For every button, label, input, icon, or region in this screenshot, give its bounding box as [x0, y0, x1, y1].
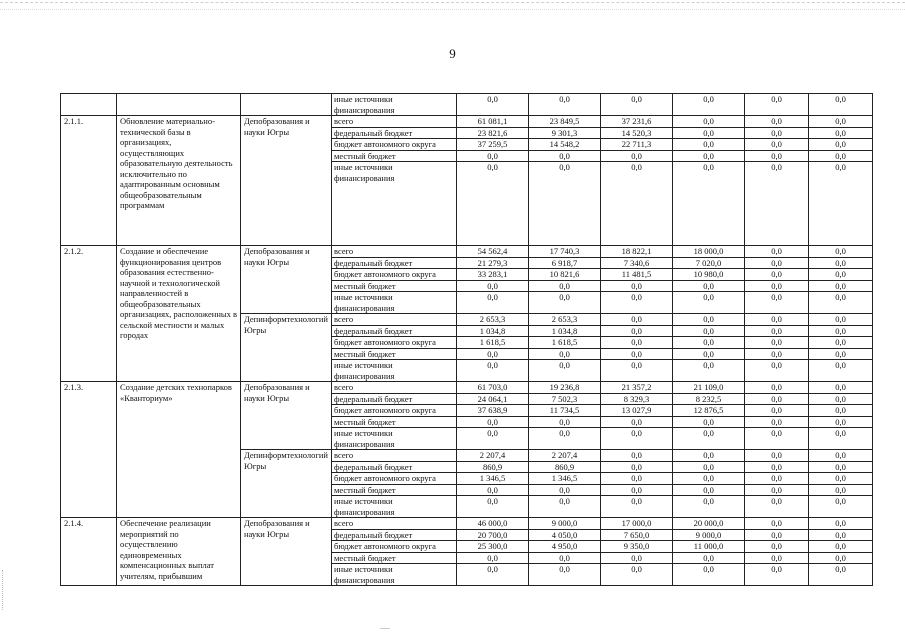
- value-cell: 0,0: [601, 292, 673, 314]
- funding-source-cell: бюджет автономного округа: [332, 405, 457, 417]
- value-cell: 0,0: [745, 139, 809, 151]
- value-cell: 12 876,5: [673, 405, 745, 417]
- value-cell: 11 481,5: [601, 269, 673, 281]
- value-cell: 10 980,0: [673, 269, 745, 281]
- value-cell: 21 109,0: [673, 382, 745, 394]
- funding-source-cell: бюджет автономного округа: [332, 269, 457, 281]
- value-cell: 0,0: [745, 360, 809, 382]
- executor-cell: Депобразования и науки Югры: [241, 246, 332, 314]
- table-row: [61, 116, 873, 128]
- table-row: [61, 518, 873, 530]
- funding-source-cell: иные источники финансирования: [332, 94, 457, 116]
- value-cell: 7 650,0: [601, 529, 673, 541]
- value-cell: 0,0: [809, 139, 873, 151]
- value-cell: 17 740,3: [529, 246, 601, 258]
- value-cell: 0,0: [457, 416, 529, 428]
- value-cell: 0,0: [745, 314, 809, 326]
- funding-source-cell: всего: [332, 518, 457, 530]
- funding-source-cell: федеральный бюджет: [332, 127, 457, 139]
- measure-code-cell: 2.1.1.: [61, 116, 117, 246]
- value-cell: 46 000,0: [457, 518, 529, 530]
- executor-cell: Депинформтехнологий Югры: [241, 314, 332, 382]
- value-cell: 0,0: [673, 496, 745, 518]
- value-cell: 0,0: [601, 450, 673, 462]
- value-cell: 0,0: [809, 529, 873, 541]
- table-row: [61, 246, 873, 258]
- value-cell: 21 279,3: [457, 257, 529, 269]
- value-cell: 0,0: [529, 416, 601, 428]
- executor-cell: [241, 94, 332, 116]
- table-row: [61, 382, 873, 394]
- value-cell: 0,0: [809, 484, 873, 496]
- funding-source-cell: всего: [332, 450, 457, 462]
- value-cell: 19 236,8: [529, 382, 601, 394]
- value-cell: 0,0: [457, 484, 529, 496]
- measure-name-cell: Обеспечение реализации мероприятий по осуществлению единовременных компенсационных выплат учителям, прибывшим: [117, 518, 241, 586]
- funding-source-cell: бюджет автономного округа: [332, 139, 457, 151]
- value-cell: 2 653,3: [529, 314, 601, 326]
- value-cell: 0,0: [673, 280, 745, 292]
- value-cell: 0,0: [809, 541, 873, 553]
- value-cell: 11 734,5: [529, 405, 601, 417]
- value-cell: 9 350,0: [601, 541, 673, 553]
- value-cell: 0,0: [529, 292, 601, 314]
- value-cell: 0,0: [673, 564, 745, 586]
- value-cell: 0,0: [673, 127, 745, 139]
- value-cell: 37 231,6: [601, 116, 673, 128]
- value-cell: 0,0: [745, 337, 809, 349]
- value-cell: 0,0: [529, 280, 601, 292]
- value-cell: 0,0: [809, 416, 873, 428]
- value-cell: 0,0: [529, 150, 601, 162]
- value-cell: 61 081,1: [457, 116, 529, 128]
- value-cell: 0,0: [673, 428, 745, 450]
- value-cell: 23 821,6: [457, 127, 529, 139]
- value-cell: 0,0: [529, 348, 601, 360]
- value-cell: 2 207,4: [529, 450, 601, 462]
- value-cell: 0,0: [809, 450, 873, 462]
- value-cell: 33 283,1: [457, 269, 529, 281]
- value-cell: 0,0: [673, 552, 745, 564]
- measure-code-cell: 2.1.4.: [61, 518, 117, 586]
- value-cell: 0,0: [809, 269, 873, 281]
- value-cell: 0,0: [673, 461, 745, 473]
- value-cell: 0,0: [457, 496, 529, 518]
- funding-source-cell: федеральный бюджет: [332, 325, 457, 337]
- value-cell: 0,0: [809, 150, 873, 162]
- value-cell: 0,0: [745, 246, 809, 258]
- value-cell: 0,0: [745, 348, 809, 360]
- value-cell: 0,0: [673, 162, 745, 246]
- value-cell: 0,0: [457, 348, 529, 360]
- value-cell: 8 329,3: [601, 393, 673, 405]
- value-cell: 0,0: [529, 360, 601, 382]
- value-cell: 0,0: [809, 257, 873, 269]
- value-cell: 0,0: [809, 518, 873, 530]
- value-cell: 0,0: [601, 473, 673, 485]
- funding-source-cell: федеральный бюджет: [332, 461, 457, 473]
- funding-source-cell: бюджет автономного округа: [332, 337, 457, 349]
- value-cell: 0,0: [809, 246, 873, 258]
- value-cell: 0,0: [601, 496, 673, 518]
- funding-source-cell: всего: [332, 246, 457, 258]
- value-cell: 1 346,5: [529, 473, 601, 485]
- value-cell: 1 346,5: [457, 473, 529, 485]
- scan-edge-mark: [2, 570, 4, 610]
- value-cell: 0,0: [673, 325, 745, 337]
- funding-source-cell: бюджет автономного округа: [332, 473, 457, 485]
- value-cell: 0,0: [809, 94, 873, 116]
- value-cell: 0,0: [745, 94, 809, 116]
- value-cell: 0,0: [601, 461, 673, 473]
- funding-source-cell: федеральный бюджет: [332, 529, 457, 541]
- value-cell: 0,0: [601, 428, 673, 450]
- value-cell: 0,0: [745, 405, 809, 417]
- funding-source-cell: иные источники финансирования: [332, 360, 457, 382]
- value-cell: 0,0: [529, 552, 601, 564]
- value-cell: 0,0: [601, 314, 673, 326]
- value-cell: 21 357,2: [601, 382, 673, 394]
- value-cell: 9 301,3: [529, 127, 601, 139]
- value-cell: 0,0: [673, 360, 745, 382]
- value-cell: 37 259,5: [457, 139, 529, 151]
- scan-artifact-line: [0, 2, 905, 10]
- value-cell: 0,0: [529, 162, 601, 246]
- funding-source-cell: бюджет автономного округа: [332, 541, 457, 553]
- value-cell: 0,0: [457, 162, 529, 246]
- value-cell: 0,0: [745, 552, 809, 564]
- value-cell: 0,0: [745, 518, 809, 530]
- value-cell: 0,0: [457, 552, 529, 564]
- funding-source-cell: всего: [332, 382, 457, 394]
- value-cell: 1 034,8: [529, 325, 601, 337]
- value-cell: 0,0: [745, 393, 809, 405]
- value-cell: 0,0: [809, 337, 873, 349]
- measure-code-cell: 2.1.2.: [61, 246, 117, 382]
- funding-source-cell: местный бюджет: [332, 348, 457, 360]
- value-cell: 0,0: [809, 405, 873, 417]
- measure-code-cell: 2.1.3.: [61, 382, 117, 518]
- value-cell: 1 034,8: [457, 325, 529, 337]
- value-cell: 0,0: [745, 269, 809, 281]
- value-cell: 0,0: [745, 150, 809, 162]
- value-cell: 4 050,0: [529, 529, 601, 541]
- value-cell: 0,0: [745, 162, 809, 246]
- funding-source-cell: иные источники финансирования: [332, 292, 457, 314]
- value-cell: 0,0: [673, 94, 745, 116]
- measure-name-cell: Создание детских технопарков «Кванториум»: [117, 382, 241, 518]
- value-cell: 0,0: [601, 162, 673, 246]
- value-cell: 0,0: [601, 150, 673, 162]
- value-cell: 0,0: [457, 564, 529, 586]
- value-cell: 0,0: [809, 314, 873, 326]
- value-cell: 0,0: [745, 257, 809, 269]
- value-cell: 0,0: [745, 564, 809, 586]
- value-cell: 0,0: [529, 484, 601, 496]
- value-cell: 0,0: [809, 461, 873, 473]
- value-cell: 0,0: [457, 280, 529, 292]
- value-cell: 0,0: [809, 292, 873, 314]
- value-cell: 13 027,9: [601, 405, 673, 417]
- value-cell: 0,0: [745, 461, 809, 473]
- value-cell: 9 000,0: [673, 529, 745, 541]
- funding-source-cell: иные источники финансирования: [332, 428, 457, 450]
- funding-source-cell: иные источники финансирования: [332, 564, 457, 586]
- scan-edge-mark: [380, 628, 390, 630]
- value-cell: 0,0: [601, 552, 673, 564]
- value-cell: 0,0: [673, 484, 745, 496]
- value-cell: 860,9: [529, 461, 601, 473]
- value-cell: 0,0: [601, 94, 673, 116]
- value-cell: 7 020,0: [673, 257, 745, 269]
- value-cell: 25 300,0: [457, 541, 529, 553]
- funding-source-cell: иные источники финансирования: [332, 496, 457, 518]
- value-cell: 0,0: [809, 382, 873, 394]
- value-cell: 0,0: [745, 416, 809, 428]
- value-cell: 0,0: [601, 337, 673, 349]
- value-cell: 22 711,3: [601, 139, 673, 151]
- value-cell: 0,0: [809, 325, 873, 337]
- funding-source-cell: местный бюджет: [332, 280, 457, 292]
- value-cell: 0,0: [809, 348, 873, 360]
- measure-name-cell: Обновление материально-технической базы в организациях, осуществляющих образовательную деятельность исключительно по адаптированным основным общеобразовательным программам: [117, 116, 241, 246]
- value-cell: 23 849,5: [529, 116, 601, 128]
- value-cell: 0,0: [673, 116, 745, 128]
- page-number: 9: [449, 46, 456, 61]
- value-cell: 0,0: [601, 416, 673, 428]
- value-cell: 0,0: [457, 360, 529, 382]
- funding-source-cell: местный бюджет: [332, 416, 457, 428]
- value-cell: 0,0: [809, 428, 873, 450]
- value-cell: 2 653,3: [457, 314, 529, 326]
- executor-cell: Депинформтехнологий Югры: [241, 450, 332, 518]
- value-cell: 10 821,6: [529, 269, 601, 281]
- value-cell: 0,0: [673, 450, 745, 462]
- value-cell: 37 638,9: [457, 405, 529, 417]
- value-cell: 0,0: [745, 127, 809, 139]
- executor-cell: Депобразования и науки Югры: [241, 518, 332, 586]
- value-cell: 0,0: [529, 428, 601, 450]
- value-cell: 0,0: [529, 496, 601, 518]
- value-cell: 0,0: [809, 564, 873, 586]
- value-cell: 0,0: [745, 428, 809, 450]
- value-cell: 0,0: [745, 325, 809, 337]
- value-cell: 9 000,0: [529, 518, 601, 530]
- value-cell: 0,0: [745, 116, 809, 128]
- value-cell: 0,0: [673, 314, 745, 326]
- value-cell: 0,0: [601, 280, 673, 292]
- value-cell: 0,0: [809, 496, 873, 518]
- value-cell: 24 064,1: [457, 393, 529, 405]
- value-cell: 1 618,5: [457, 337, 529, 349]
- value-cell: 0,0: [457, 150, 529, 162]
- value-cell: 20 700,0: [457, 529, 529, 541]
- value-cell: 0,0: [809, 473, 873, 485]
- executor-cell: Депобразования и науки Югры: [241, 382, 332, 450]
- value-cell: 0,0: [745, 529, 809, 541]
- value-cell: 0,0: [745, 484, 809, 496]
- code-cell: [61, 94, 117, 116]
- value-cell: 8 232,5: [673, 393, 745, 405]
- value-cell: 14 520,3: [601, 127, 673, 139]
- budget-table: [60, 93, 873, 586]
- value-cell: 4 950,0: [529, 541, 601, 553]
- value-cell: 0,0: [529, 94, 601, 116]
- value-cell: 0,0: [745, 280, 809, 292]
- value-cell: 0,0: [809, 552, 873, 564]
- value-cell: 17 000,0: [601, 518, 673, 530]
- value-cell: 0,0: [673, 348, 745, 360]
- value-cell: 0,0: [457, 292, 529, 314]
- value-cell: 2 207,4: [457, 450, 529, 462]
- value-cell: 0,0: [809, 127, 873, 139]
- value-cell: 0,0: [673, 473, 745, 485]
- funding-source-cell: местный бюджет: [332, 552, 457, 564]
- value-cell: 0,0: [745, 496, 809, 518]
- value-cell: 0,0: [809, 280, 873, 292]
- value-cell: 0,0: [457, 428, 529, 450]
- value-cell: 0,0: [745, 541, 809, 553]
- value-cell: 20 000,0: [673, 518, 745, 530]
- value-cell: 0,0: [673, 150, 745, 162]
- value-cell: 7 502,3: [529, 393, 601, 405]
- value-cell: 0,0: [673, 337, 745, 349]
- value-cell: 11 000,0: [673, 541, 745, 553]
- measure-name-cell: [117, 94, 241, 116]
- value-cell: 0,0: [809, 116, 873, 128]
- funding-source-cell: федеральный бюджет: [332, 393, 457, 405]
- value-cell: 0,0: [809, 162, 873, 246]
- value-cell: 0,0: [601, 564, 673, 586]
- value-cell: 0,0: [457, 94, 529, 116]
- value-cell: 0,0: [745, 292, 809, 314]
- value-cell: 1 618,5: [529, 337, 601, 349]
- funding-source-cell: местный бюджет: [332, 484, 457, 496]
- value-cell: 0,0: [745, 382, 809, 394]
- value-cell: 0,0: [529, 564, 601, 586]
- funding-source-cell: иные источники финансирования: [332, 162, 457, 246]
- value-cell: 0,0: [673, 292, 745, 314]
- funding-source-cell: федеральный бюджет: [332, 257, 457, 269]
- value-cell: 7 340,6: [601, 257, 673, 269]
- value-cell: 18 000,0: [673, 246, 745, 258]
- value-cell: 0,0: [809, 360, 873, 382]
- value-cell: 54 562,4: [457, 246, 529, 258]
- funding-source-cell: местный бюджет: [332, 150, 457, 162]
- executor-cell: Депобразования и науки Югры: [241, 116, 332, 246]
- value-cell: 0,0: [601, 325, 673, 337]
- value-cell: 0,0: [673, 416, 745, 428]
- value-cell: 860,9: [457, 461, 529, 473]
- value-cell: 61 703,0: [457, 382, 529, 394]
- value-cell: 18 822,1: [601, 246, 673, 258]
- value-cell: 0,0: [809, 393, 873, 405]
- value-cell: 0,0: [745, 450, 809, 462]
- table-row: [61, 94, 873, 116]
- value-cell: 0,0: [745, 473, 809, 485]
- funding-source-cell: всего: [332, 116, 457, 128]
- value-cell: 0,0: [601, 360, 673, 382]
- value-cell: 14 548,2: [529, 139, 601, 151]
- value-cell: 0,0: [673, 139, 745, 151]
- value-cell: 0,0: [601, 348, 673, 360]
- value-cell: 6 918,7: [529, 257, 601, 269]
- value-cell: 0,0: [601, 484, 673, 496]
- measure-name-cell: Создание и обеспечение функционирования центров образования естественно-научной и технологической направленностей в общеобразовательных организациях, расположенных в сельской местности и малых городах: [117, 246, 241, 382]
- funding-source-cell: всего: [332, 314, 457, 326]
